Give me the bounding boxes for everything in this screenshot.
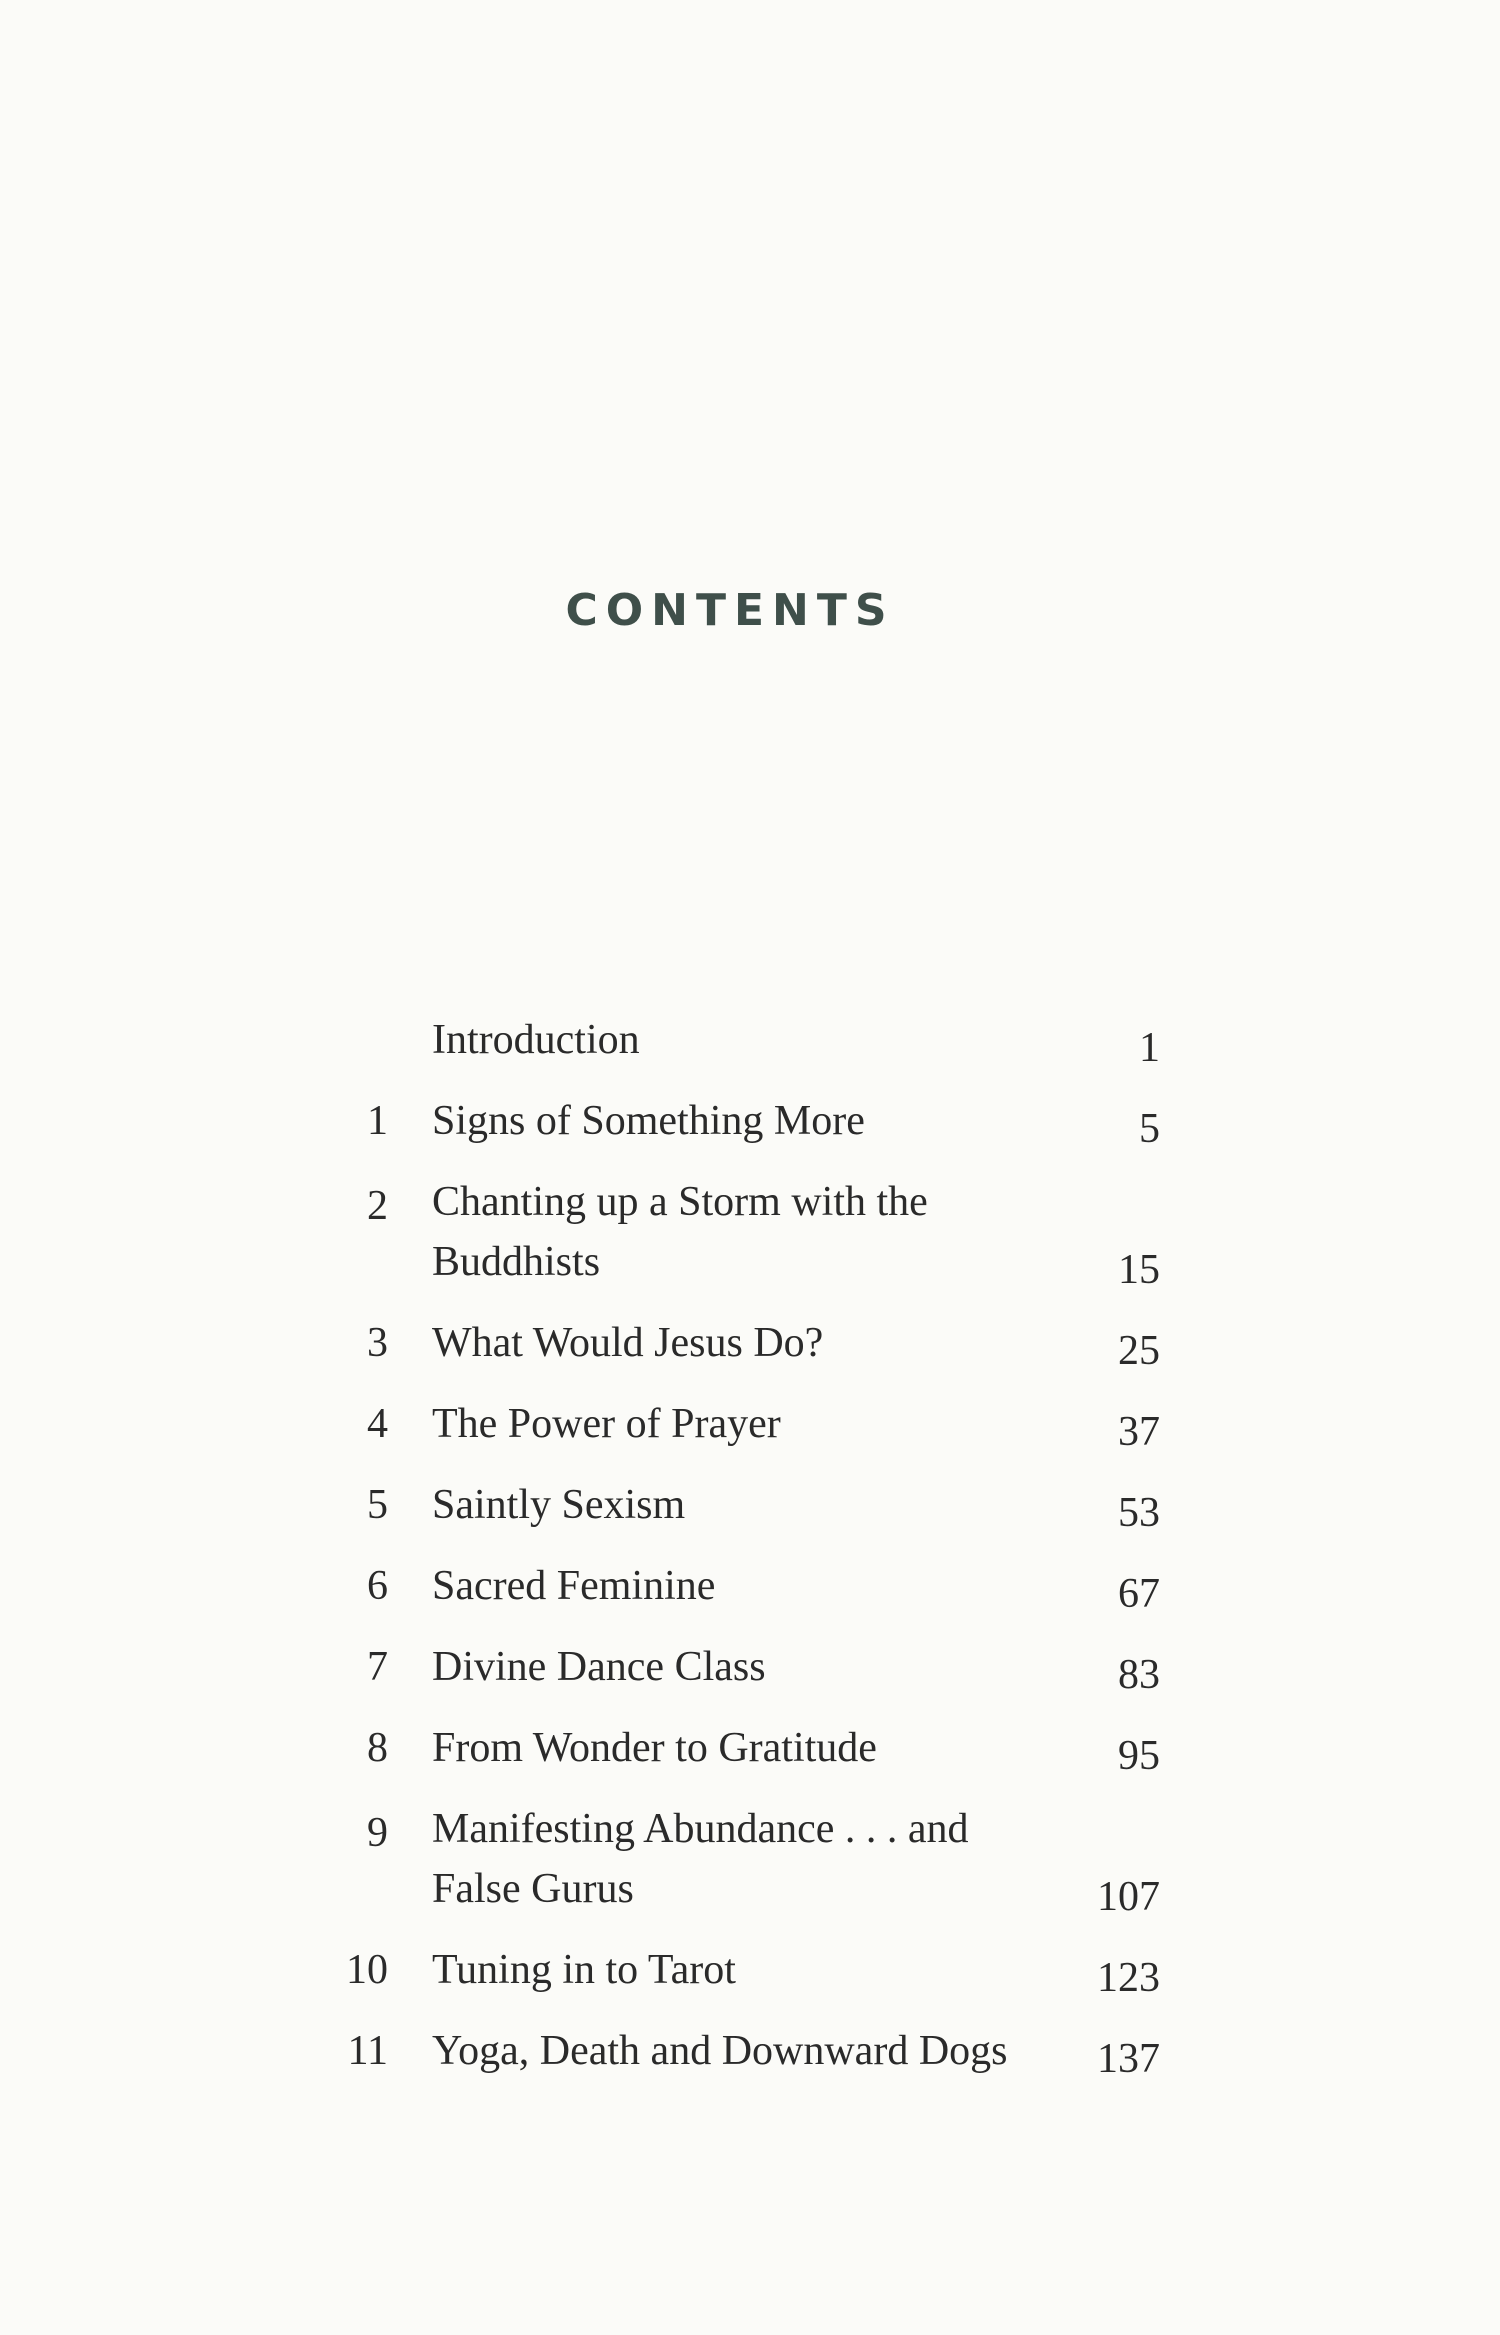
chapter-title: Signs of Something More [432, 1098, 865, 1144]
page-number: 53 [1118, 1490, 1160, 1536]
chapter-number: 3 [367, 1320, 388, 1366]
chapter-number: 9 [367, 1810, 388, 1856]
page-number: 67 [1118, 1571, 1160, 1617]
page-number: 83 [1118, 1652, 1160, 1698]
chapter-number: 10 [346, 1947, 388, 1993]
table-of-contents [300, 1010, 1200, 2081]
chapter-title: Yoga, Death and Downward Dogs [432, 2028, 1008, 2074]
page-number: 25 [1118, 1328, 1160, 1374]
chapter-number: 11 [347, 2028, 388, 2074]
chapter-number: 8 [367, 1725, 388, 1771]
chapter-number: 7 [367, 1644, 388, 1690]
toc-entry-6 [300, 1556, 1200, 1616]
toc-entry-8 [300, 1718, 1200, 1778]
page-number: 37 [1118, 1409, 1160, 1455]
chapter-number: 6 [367, 1563, 388, 1609]
toc-entry-7 [300, 1637, 1200, 1697]
toc-entry-9 [300, 1799, 1200, 1919]
chapter-title: The Power of Prayer [432, 1401, 781, 1447]
toc-entry-3 [300, 1313, 1200, 1373]
chapter-title: Saintly Sexism [432, 1482, 686, 1528]
chapter-title: What Would Jesus Do? [432, 1320, 824, 1366]
toc-entry-4 [300, 1394, 1200, 1454]
chapter-number: 1 [367, 1098, 388, 1144]
contents-heading: CONTENTS [565, 585, 895, 636]
chapter-title: Manifesting Abundance . . . and False Gurus [432, 1806, 969, 1912]
chapter-title: From Wonder to Gratitude [432, 1725, 877, 1771]
chapter-title: Sacred Feminine [432, 1563, 716, 1609]
chapter-title: Introduction [432, 1017, 640, 1063]
chapter-title: Divine Dance Class [432, 1644, 766, 1690]
chapter-title: Chanting up a Storm with the Buddhists [432, 1179, 928, 1285]
chapter-number: 5 [367, 1482, 388, 1528]
toc-entry-5 [300, 1475, 1200, 1535]
toc-entry-1 [300, 1091, 1200, 1151]
page-number: 95 [1118, 1733, 1160, 1779]
chapter-number: 2 [367, 1183, 388, 1229]
page-number: 107 [1097, 1874, 1160, 1920]
toc-entry-introduction [300, 1010, 1200, 1070]
chapter-number: 4 [367, 1401, 388, 1447]
page-number: 123 [1097, 1955, 1160, 2001]
toc-entry-2 [300, 1172, 1200, 1292]
page-number: 15 [1118, 1247, 1160, 1293]
page-number: 1 [1139, 1025, 1160, 1071]
page-number: 137 [1097, 2036, 1160, 2082]
toc-entry-10 [300, 1940, 1200, 2000]
page-number: 5 [1139, 1106, 1160, 1152]
toc-entry-11 [300, 2021, 1200, 2081]
chapter-title: Tuning in to Tarot [432, 1947, 736, 1993]
